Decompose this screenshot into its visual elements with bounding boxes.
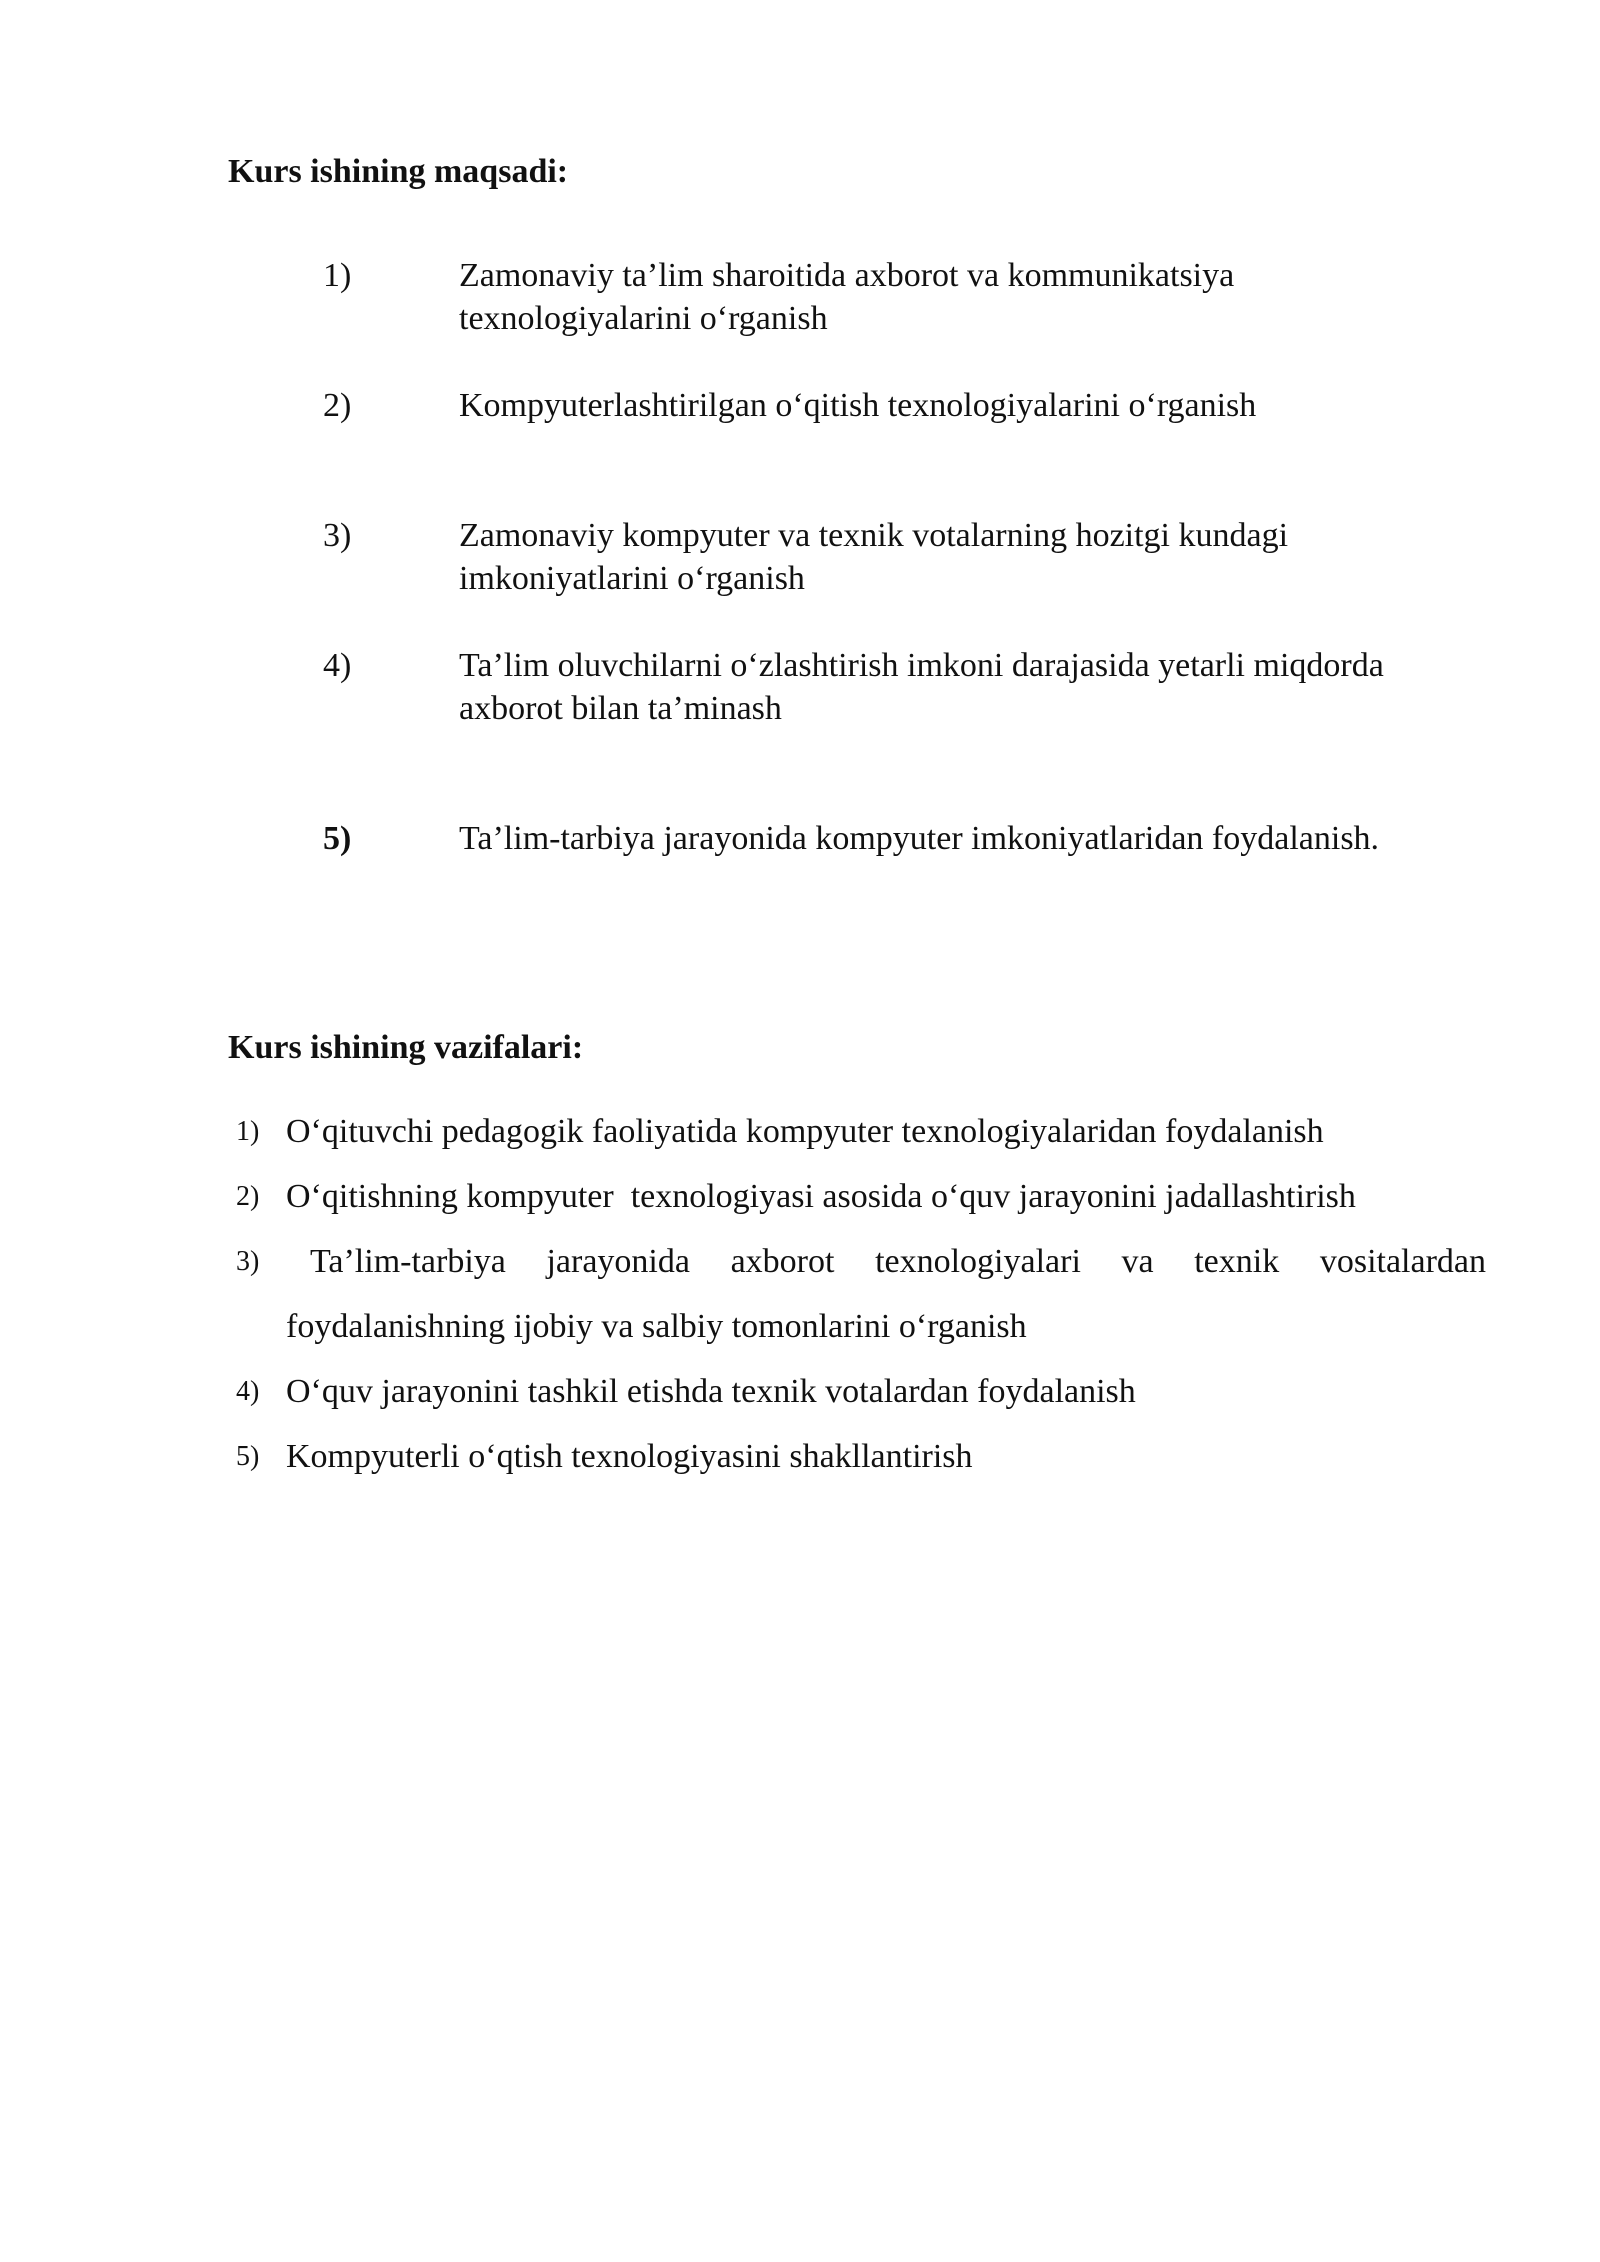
task-number: 1) — [236, 1116, 260, 1147]
goal-text-line: imkoniyatlarini o‘rganish — [459, 560, 805, 597]
goal-number: 3) — [323, 517, 352, 554]
goal-text-line: Kompyuterlashtirilgan o‘qitish texnologiyalarini o‘rganish — [459, 387, 1257, 424]
task-number: 2) — [236, 1181, 260, 1212]
tasks-heading: Kurs ishining vazifalari: — [228, 1029, 584, 1066]
task-text: Ta’lim-tarbiya jarayonida axborot texnologiyalari va texnik vositalardan foydalanishning ijobiy va salbiy tomonlarini o‘rganish — [286, 1243, 1486, 1345]
task-text: Kompyuterli o‘qtish texnologiyasini shakllantirish — [286, 1438, 973, 1475]
goals-heading: Kurs ishining maqsadi: — [228, 153, 569, 190]
goal-text-line: Ta’lim oluvchilarni o‘zlashtirish imkoni darajasida yetarli miqdorda — [459, 647, 1384, 684]
goal-text-line: texnologiyalarini o‘rganish — [459, 300, 828, 337]
goal-text-line: Zamonaviy ta’lim sharoitida axborot va kommunikatsiya — [459, 257, 1235, 294]
goal-text-line: Zamonaviy kompyuter va texnik votalarning hozitgi kundagi — [459, 517, 1289, 554]
task-number: 3) — [236, 1246, 260, 1277]
task-text: O‘qitishning kompyuter texnologiyasi asosida o‘quv jarayonini jadallashtirish — [286, 1178, 1356, 1215]
task-text: O‘quv jarayonini tashkil etishda texnik votalardan foydalanish — [286, 1373, 1136, 1410]
goal-text-line: Ta’lim-tarbiya jarayonida kompyuter imkoniyatlaridan foydalanish. — [459, 820, 1380, 857]
goal-number: 5) — [323, 820, 352, 857]
goal-number: 4) — [323, 647, 352, 684]
goal-number: 1) — [323, 257, 352, 294]
task-text: O‘qituvchi pedagogik faoliyatida kompyuter texnologiyalaridan foydalanish — [286, 1113, 1324, 1150]
task-number: 5) — [236, 1441, 260, 1472]
goal-number: 2) — [323, 387, 352, 424]
goal-text-line: axborot bilan ta’minash — [459, 690, 782, 727]
task-number: 4) — [236, 1376, 260, 1407]
